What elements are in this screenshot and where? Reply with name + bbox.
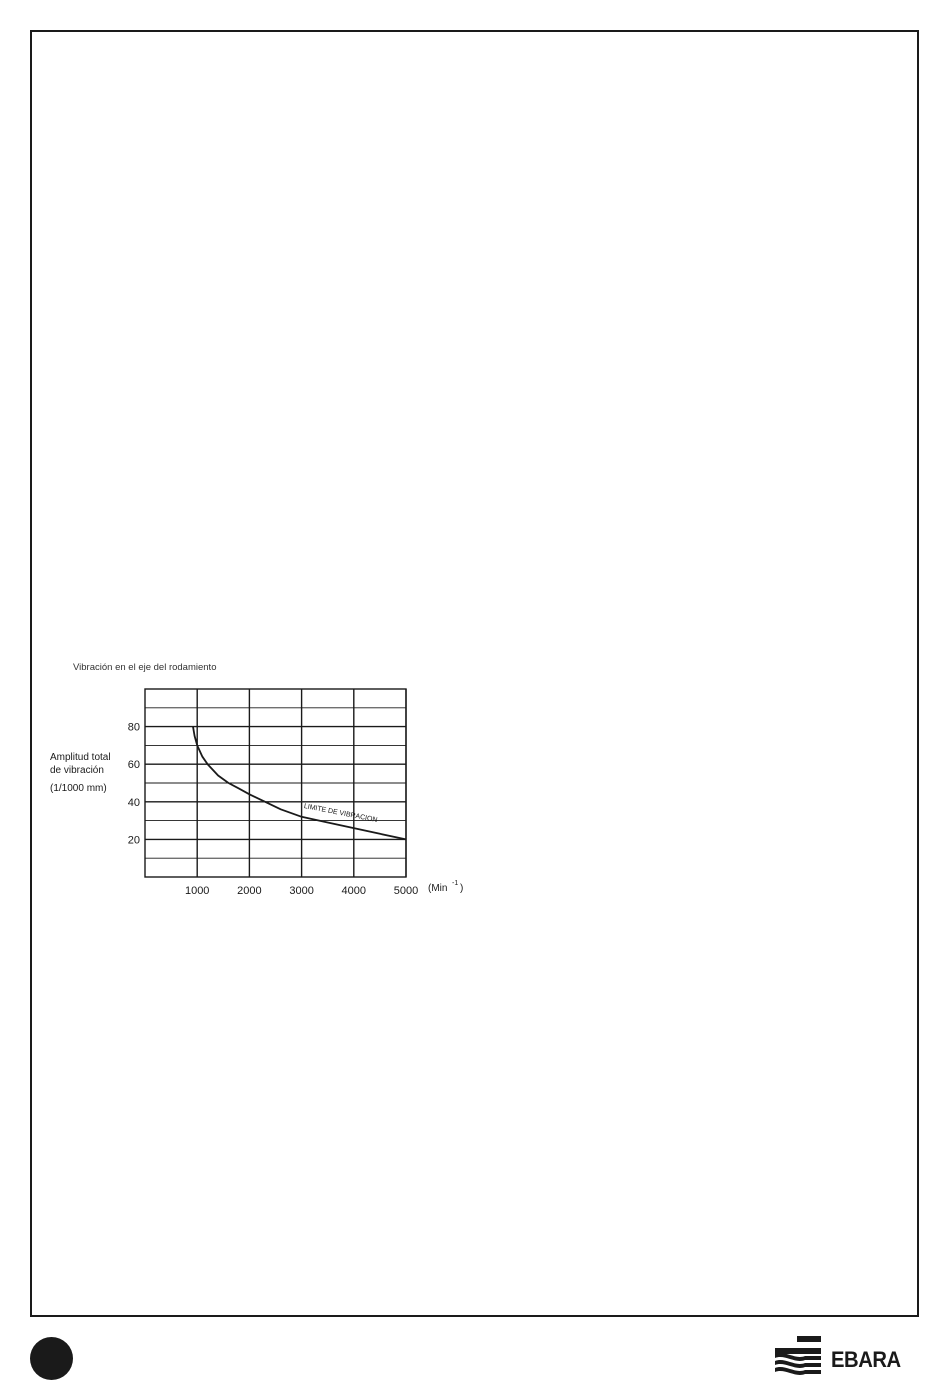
ebara-wave-mark-icon <box>775 1336 831 1378</box>
y-axis-label-line-1: Amplitud total <box>50 752 111 763</box>
chart-title: Vibración en el eje del rodamiento <box>73 662 217 673</box>
x-tick-label: 3000 <box>289 885 314 897</box>
x-axis-unit-exponent: -1 <box>452 880 459 887</box>
page-marker-dot <box>30 1337 73 1380</box>
ebara-logo <box>775 1336 925 1378</box>
x-tick-label: 4000 <box>341 885 367 897</box>
y-axis-label-line-2: de vibración <box>50 765 104 776</box>
brand-name: EBARA <box>831 1347 901 1372</box>
y-axis-unit: (1/1000 mm) <box>50 783 107 794</box>
y-tick-label: 80 <box>127 721 140 734</box>
y-tick-label: 20 <box>127 834 140 847</box>
x-tick-label: 1000 <box>184 885 210 897</box>
x-axis-unit-close: ) <box>460 883 464 894</box>
x-tick-label: 2000 <box>237 885 262 897</box>
x-axis-unit: (Min <box>428 883 448 894</box>
y-tick-label: 60 <box>127 759 140 772</box>
vibration-limit-annotation: LIMITE DE VIBRACION <box>303 802 378 825</box>
x-tick-label: 5000 <box>393 885 419 897</box>
y-tick-label: 40 <box>127 796 140 809</box>
